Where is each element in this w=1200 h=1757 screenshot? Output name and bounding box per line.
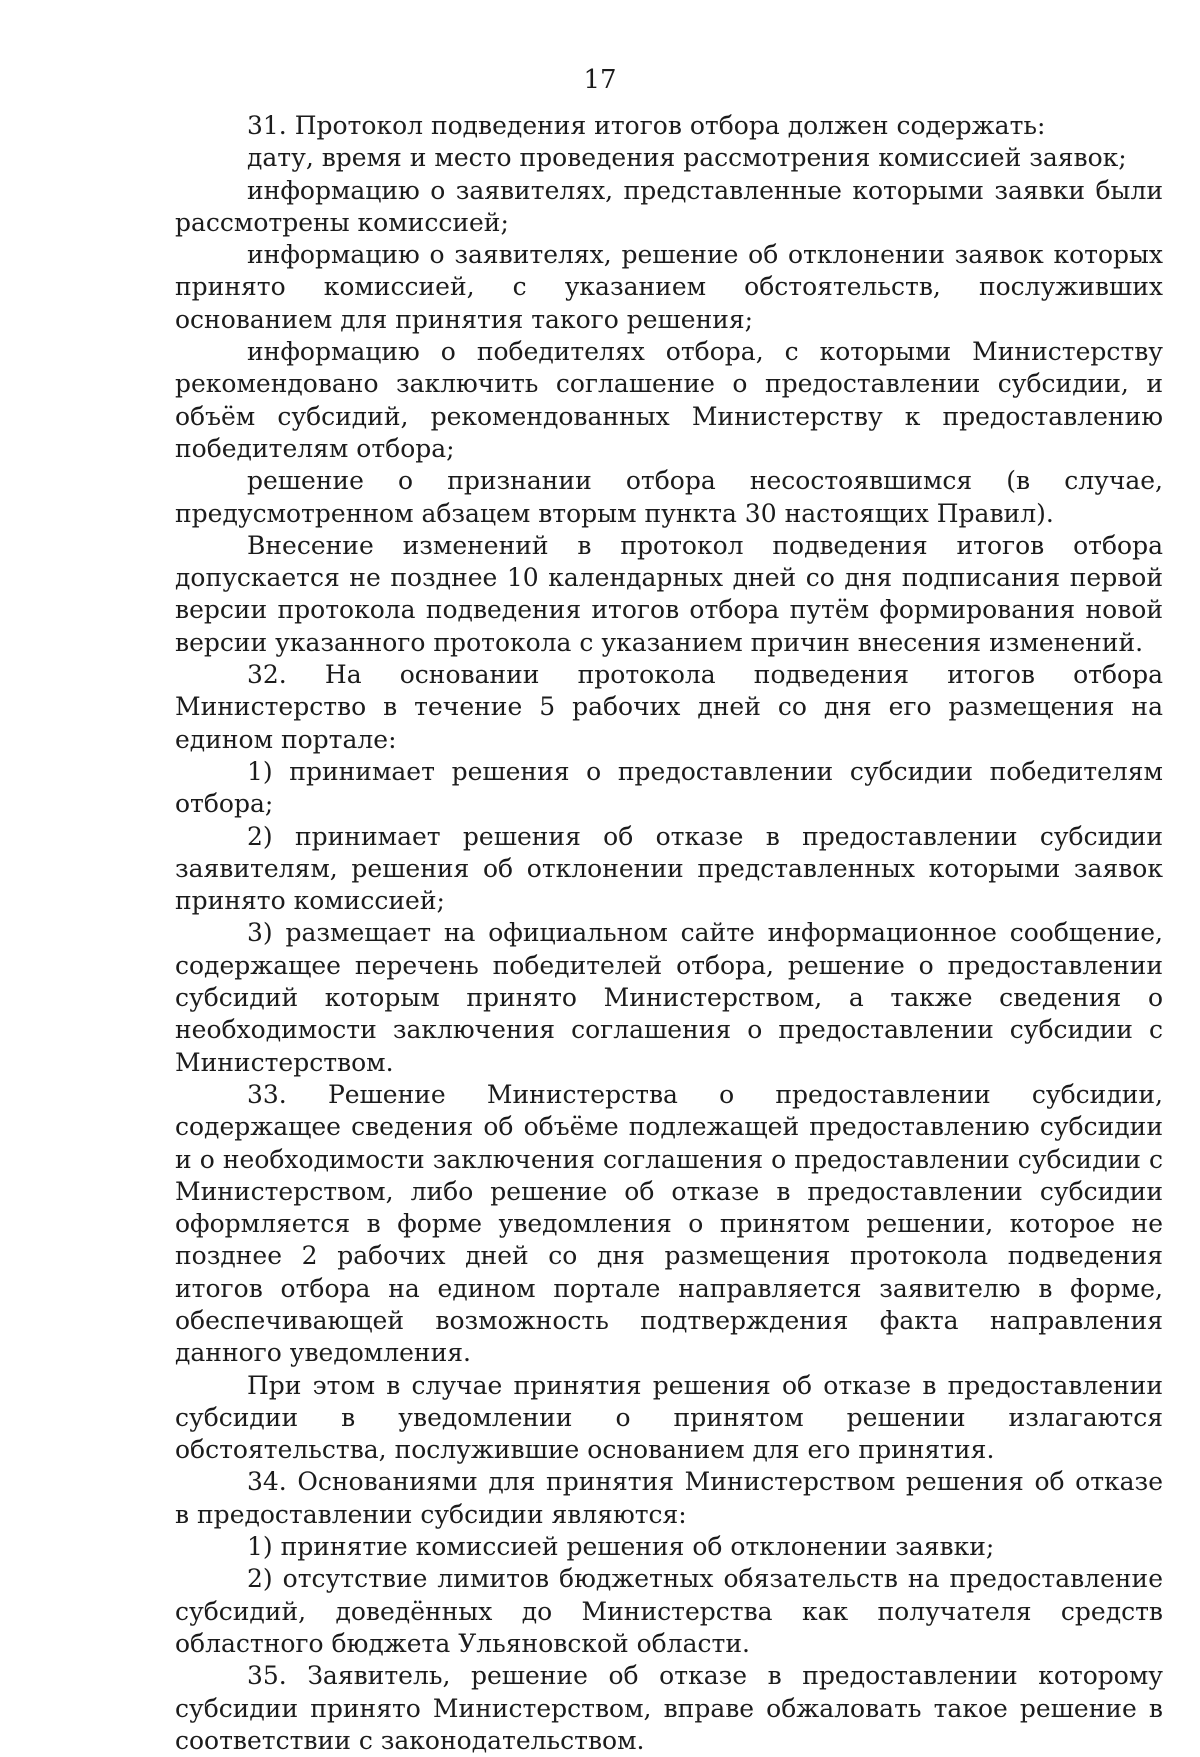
- paragraph: 1) принимает решения о предоставлении субсидии победителям отбора;: [175, 756, 1163, 819]
- page-number: 17: [583, 65, 617, 95]
- paragraph: решение о признании отбора несостоявшимся (в случае, предусмотренном абзацем вторым пункта 30 настоящих Правил).: [175, 466, 1163, 528]
- paragraph: информацию о заявителях, решение об отклонении заявок которых принято комиссией, с указанием обстоятельств, послуживших основанием для принятия такого решения;: [175, 240, 1163, 334]
- document-body: [175, 110, 1163, 1757]
- paragraph: 1) принятие комиссией решения об отклонении заявки;: [247, 1532, 995, 1562]
- paragraph: информацию о победителях отбора, с которыми Министерству рекомендовано заключить соглашение о предоставлении субсидии, и объём субсидий, рекомендованных Министерству к предоставлению победителям отбора;: [175, 337, 1163, 463]
- paragraph: Внесение изменений в протокол подведения итогов отбора допускается не позднее 10 календарных дней со дня подписания первой версии протокола подведения итогов отбора путём формирования новой версии указанного протокола с указанием причин внесения изменений.: [175, 530, 1163, 657]
- paragraph: 32. На основании протокола подведения итогов отбора Министерство в течение 5 рабочих дней со дня его размещения на едином портале:: [175, 660, 1163, 754]
- paragraph: дату, время и место проведения рассмотрения комиссией заявок;: [247, 143, 1127, 173]
- paragraph: 33. Решение Министерства о предоставлении субсидии, содержащее сведения об объёме подлежащей предоставлению субсидии и о необходимости заключения соглашения о предоставлении субсидии с Министерством, либо решение об отказе в предоставлении субсидии оформляется в форме уведомления о принятом решении, которое не позднее 2 рабочих дней со дня размещения протокола подведения итогов отбора на едином портале направляется заявителю в форме, обеспечивающей возможность подтверждения факта направления данного уведомления.: [175, 1079, 1163, 1368]
- paragraph: 35. Заявитель, решение об отказе в предоставлении которому субсидии принято Министерством, вправе обжаловать такое решение в соответствии с законодательством.: [175, 1661, 1163, 1755]
- paragraph: 31. Протокол подведения итогов отбора должен содержать:: [247, 111, 1046, 140]
- paragraph: 2) отсутствие лимитов бюджетных обязательств на предоставление субсидий, доведённых до Министерства как получателя средств областного бюджета Ульяновской области.: [175, 1564, 1163, 1658]
- paragraph: При этом в случае принятия решения об отказе в предоставлении субсидии в уведомлении о принятом решении излагаются обстоятельства, послужившие основанием для его принятия.: [175, 1370, 1163, 1465]
- paragraph: информацию о заявителях, представленные которыми заявки были рассмотрены комиссией;: [175, 175, 1163, 237]
- paragraph: 3) размещает на официальном сайте информационное сообщение, содержащее перечень победителей отбора, решение о предоставлении субсидий которым принято Министерством, а также сведения о необходимости заключения соглашения о предоставлении субсидии с Министерством.: [175, 918, 1163, 1077]
- paragraph: 2) принимает решения об отказе в предоставлении субсидии заявителям, решения об отклонении представленных которыми заявок принято комиссией;: [175, 821, 1163, 916]
- paragraph: 34. Основаниями для принятия Министерством решения об отказе в предоставлении субсидии являются:: [175, 1467, 1163, 1529]
